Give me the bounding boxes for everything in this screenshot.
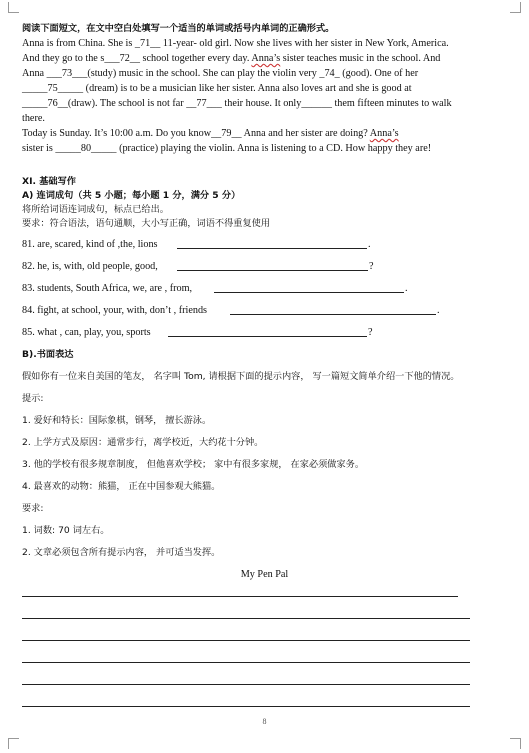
passage-line: _____75_____ (dream) is to be a musician like her sister. Anna also loves art and she is good at <box>22 83 412 94</box>
passage-text: And they go to the s___72__ school together every day. <box>22 53 252 64</box>
hint-item: 3. 他的学校有很多规章制度， 但他喜欢学校； 家中有很多家规， 在家必须做家务。 <box>22 459 365 470</box>
question-84 <box>22 304 509 317</box>
passage-line <box>22 52 509 65</box>
section-heading: XI. 基础写作 <box>22 176 76 187</box>
question-punct: ? <box>368 327 373 338</box>
question-punct: ? <box>369 261 374 272</box>
question-text: 85. what , can, play, you, sports <box>22 327 151 338</box>
hint-item: 1. 爱好和特长：国际象棋，钢琴， 擅长游泳。 <box>22 415 212 426</box>
writing-line[interactable] <box>22 684 470 685</box>
page-corner-mark <box>8 2 19 13</box>
question-text: 82. he, is, with, old people, good, <box>22 261 158 272</box>
question-punct: . <box>368 239 371 250</box>
passage-line: sister is _____80_____ (practice) playing the violin. Anna is listening to a CD. How happy they are! <box>22 143 432 154</box>
passage-line: Anna is from China. She is _71__ 11-year- old girl. Now she lives with her sister in New York, America. <box>22 38 449 49</box>
answer-line[interactable] <box>168 336 367 337</box>
hint-item: 4. 最喜欢的动物：熊猫， 正在中国参观大熊猫。 <box>22 481 221 492</box>
writing-line[interactable] <box>22 706 470 707</box>
question-punct: . <box>437 305 440 316</box>
question-punct: . <box>405 283 408 294</box>
answer-line[interactable] <box>214 292 404 293</box>
part-b-heading: B).书面表达 <box>22 349 74 360</box>
page-corner-mark <box>510 738 521 749</box>
passage-text: Anna’s <box>369 128 399 139</box>
passage-line: _____76__(draw). The school is not far __77___ their house. It only______ them fifteen minutes to walk <box>22 98 452 109</box>
passage-text: Anna’s <box>251 53 281 64</box>
part-a-instruction: 将所给词语连词成句，标点已给出。 <box>22 204 169 215</box>
hints-label: 提示: <box>22 393 44 404</box>
question-text: 83. students, South Africa, we, are , from, <box>22 283 193 294</box>
page-corner-mark <box>8 738 19 749</box>
part-a-requirement: 要求：符合语法，语句通顺，大小写正确，词语不得重复使用 <box>22 218 271 229</box>
page-number: 8 <box>262 717 267 726</box>
reading-instruction: 阅读下面短文，在文中空白处填写一个适当的单词或括号内单词的正确形式。 <box>22 23 335 34</box>
writing-line[interactable] <box>22 618 470 619</box>
answer-line[interactable] <box>177 248 367 249</box>
requirement-item: 1. 词数: 70 词左右。 <box>22 525 110 536</box>
writing-line[interactable] <box>22 640 470 641</box>
passage-text: sister teaches music in the school. And <box>280 53 441 64</box>
requirement-item: 2. 文章必须包含所有提示内容， 并可适当发挥。 <box>22 547 221 558</box>
passage-text: Today is Sunday. It’s 10:00 a.m. Do you know__79__ Anna and her sister are doing? <box>22 128 370 139</box>
writing-line[interactable] <box>22 596 458 597</box>
part-a-heading: A) 连词成句（共 5 小题；每小题 1 分，满分 5 分） <box>22 190 241 201</box>
passage-line: there. <box>22 113 45 124</box>
writing-line[interactable] <box>22 662 470 663</box>
writing-prompt: 假如你有一位来自美国的笔友， 名字叫 Tom, 请根据下面的提示内容， 写一篇短文简单介绍一下他的情况。 <box>22 371 460 382</box>
passage-line: Anna ___73___(study) music in the school. She can play the violin very _74_ (good). One of her <box>22 68 419 79</box>
answer-line[interactable] <box>177 270 368 271</box>
requirements-label: 要求: <box>22 503 44 514</box>
question-text: 81. are, scared, kind of ,the, lions <box>22 239 158 250</box>
essay-title: My Pen Pal <box>240 569 289 580</box>
passage-line <box>22 127 509 140</box>
answer-line[interactable] <box>230 314 436 315</box>
question-text: 84. fight, at school, your, with, don’t , friends <box>22 305 208 316</box>
hint-item: 2. 上学方式及原因：通常步行，离学校近，大约花十分钟。 <box>22 437 264 448</box>
page-corner-mark <box>510 2 521 13</box>
